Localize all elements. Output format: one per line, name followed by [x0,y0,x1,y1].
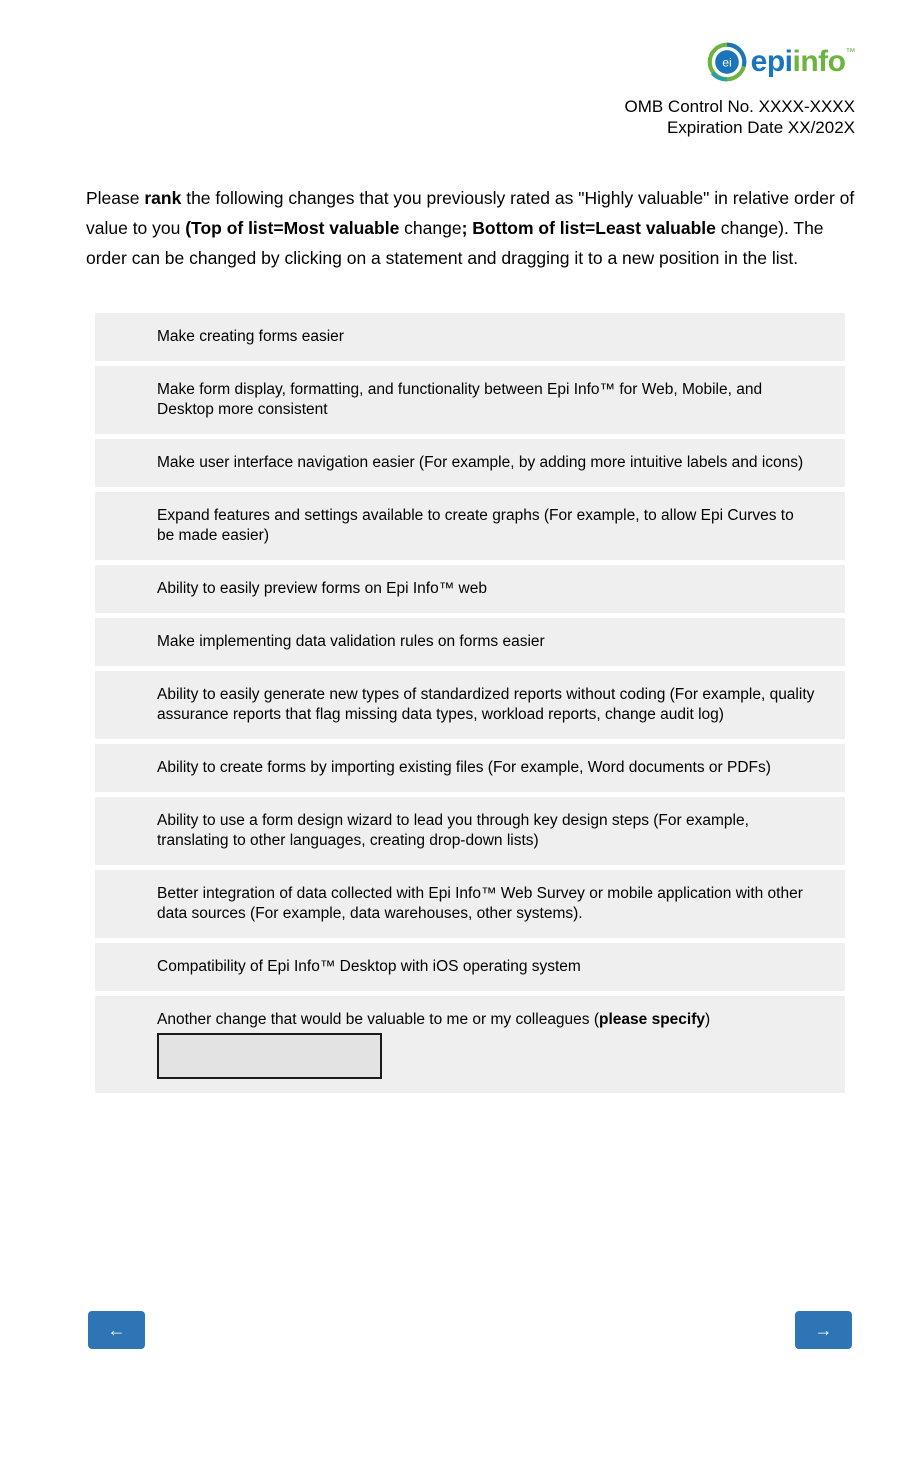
rank-item[interactable] [95,943,845,991]
rank-item-label: Ability to use a form design wizard to lead you through key design steps (For example, translating to other languages, creating drop-down lists) [157,812,749,849]
rank-item-label: Ability to create forms by importing existing files (For example, Word documents or PDFs) [157,759,771,776]
rank-item-label: Ability to easily preview forms on Epi Info™ web [157,580,487,597]
svg-text:ei: ei [721,55,732,70]
rank-item[interactable] [95,618,845,666]
brand-header [0,0,922,82]
rank-item-label: Better integration of data collected with Epi Info™ Web Survey or mobile application with other data sources (For example, data warehouses, other systems). [157,885,803,922]
other-change-input[interactable] [157,1033,382,1079]
brand-epi-text: epi [750,45,793,78]
omb-control-number: OMB Control No. XXXX-XXXX [624,97,855,116]
rank-item[interactable] [95,492,845,560]
rank-item-label: Make creating forms easier [157,328,344,345]
epi-info-logo-icon [707,42,747,82]
rank-item[interactable] [95,439,845,487]
expiration-date: Expiration Date XX/202X [666,118,855,137]
nav-buttons [0,1311,922,1349]
brand-wordmark [751,45,855,79]
rank-item[interactable] [95,870,845,938]
instructions: Please rank the following changes that you previously rated as "Highly valuable" in relative order of value to you (Top of list=Most valuable change; Bottom of list=Least valuable change). The order can be changed by clicking on a statement and dragging it to a new position in the list. [86,188,855,268]
rank-item[interactable] [95,797,845,865]
rank-item-label: Another change that would be valuable to me or my colleagues (please specify) [157,1011,711,1028]
rank-item[interactable] [95,565,845,613]
rank-item[interactable] [95,744,845,792]
rank-item-label: Make implementing data validation rules on forms easier [157,633,545,650]
rank-item-label: Make form display, formatting, and functionality between Epi Info™ for Web, Mobile, and Desktop more consistent [157,381,763,418]
rank-item-label: Compatibility of Epi Info™ Desktop with iOS operating system [157,958,581,975]
rank-item[interactable] [95,313,845,361]
rank-item[interactable] [95,366,845,434]
back-button[interactable]: ← [88,1311,145,1349]
rank-item[interactable] [95,996,845,1093]
brand-trademark: ™ [845,47,855,58]
rank-item[interactable] [95,671,845,739]
next-button[interactable]: → [795,1311,852,1349]
brand-info-text: info [792,45,846,78]
omb-header [0,96,922,138]
rank-list [95,313,845,1093]
rank-item-label: Ability to easily generate new types of standardized reports without coding (For example, quality assurance reports that flag missing data types, workload reports, change audit log) [157,686,815,723]
rank-item-label: Make user interface navigation easier (For example, by adding more intuitive labels and icons) [157,454,804,471]
rank-item-label: Expand features and settings available to create graphs (For example, to allow Epi Curves to be made easier) [157,507,794,544]
